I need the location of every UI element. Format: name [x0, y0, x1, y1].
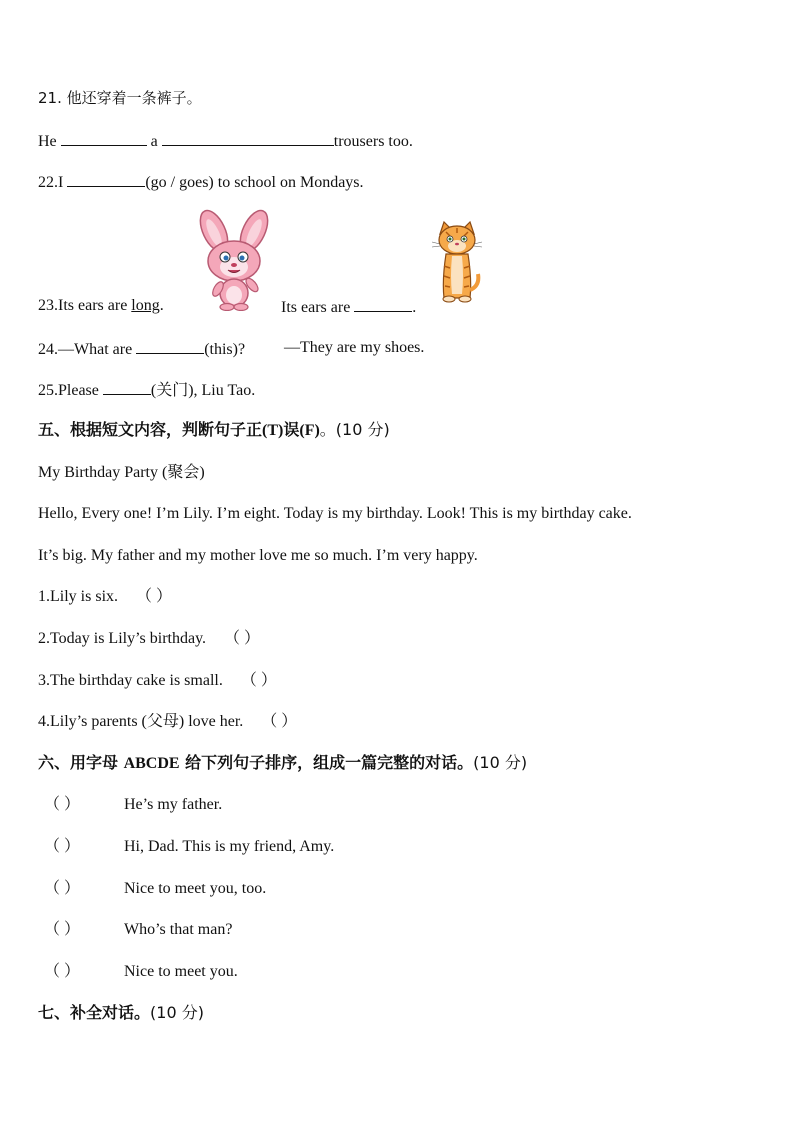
passage-title: My Birthday Party (聚会): [38, 464, 205, 481]
tf-item-text: 4.Lily’s parents (父母) love her.: [38, 713, 244, 730]
tf-answer-paren[interactable]: （ ）: [261, 713, 298, 730]
tf-item-text: 1.Lily is six.: [38, 588, 119, 605]
q23-right-suffix: .: [412, 299, 417, 316]
cat-icon: [432, 220, 482, 304]
tf-item-4: [38, 712, 297, 732]
passage-line-2: It’s big. My father and my mother love me so much. I’m very happy.: [38, 547, 478, 564]
order-row-5: [44, 962, 238, 982]
question-21-prompt: 21. 他还穿着一条裤子。: [38, 89, 202, 107]
q22-suffix: (go / goes) to school on Mondays.: [145, 174, 364, 191]
tf-answer-paren[interactable]: （ ）: [224, 630, 261, 647]
order-answer-paren[interactable]: （ ）: [44, 796, 81, 813]
question-24-answer: —They are my shoes.: [284, 339, 425, 356]
s5-heading-score: 。(10 分): [319, 420, 390, 439]
s5-heading-mid: 误: [283, 420, 300, 439]
order-answer-paren[interactable]: （ ）: [44, 880, 81, 897]
order-row-4: [44, 920, 232, 940]
q21-mid: a: [150, 133, 162, 150]
tf-item-2: [38, 629, 260, 649]
q22-blank[interactable]: [67, 171, 145, 187]
q21-start: He: [38, 133, 61, 150]
q25-blank[interactable]: [103, 379, 151, 395]
question-25: [38, 379, 255, 401]
question-24: [38, 338, 245, 360]
q21-blank-2[interactable]: [162, 130, 334, 146]
order-answer-paren[interactable]: （ ）: [44, 921, 81, 938]
tf-item-3: [38, 671, 277, 691]
order-row-2: [44, 837, 334, 857]
s5-heading-t: (T): [262, 422, 284, 439]
order-row-text: He’s my father.: [124, 796, 223, 813]
q24-suffix: (this)?: [204, 341, 246, 358]
s6-heading-letters: ABCDE: [123, 755, 180, 772]
tf-answer-paren[interactable]: （ ）: [136, 588, 173, 605]
order-answer-paren[interactable]: （ ）: [44, 963, 81, 980]
order-answer-paren[interactable]: （ ）: [44, 838, 81, 855]
q21-blank-1[interactable]: [61, 130, 147, 146]
s7-heading-text: 七、补全对话。: [38, 1003, 151, 1022]
tf-item-1: [38, 587, 172, 607]
order-row-text: Nice to meet you.: [124, 963, 238, 980]
q25-suffix: (关门), Liu Tao.: [150, 382, 256, 399]
tf-answer-paren[interactable]: （ ）: [240, 672, 277, 689]
order-row-1: [44, 795, 222, 815]
s6-heading-score: (10 分): [473, 753, 528, 772]
tf-item-text: 3.The birthday cake is small.: [38, 672, 223, 689]
question-22: [38, 171, 364, 193]
question-23-left: [38, 296, 164, 316]
section-6-heading: [38, 753, 527, 774]
tf-item-text: 2.Today is Lily’s birthday.: [38, 630, 207, 647]
q23-left-suffix: .: [159, 297, 164, 314]
section-7-heading: [38, 1003, 204, 1023]
question-21-sentence: [38, 130, 413, 152]
q24-prefix: 24.—What are: [38, 341, 137, 358]
q22-prefix: 22.I: [38, 174, 68, 191]
order-row-text: Who’s that man?: [124, 921, 233, 938]
passage-line-1: Hello, Every one! I’m Lily. I’m eight. Today is my birthday. Look! This is my birthday cake.: [38, 505, 632, 522]
order-row-text: Nice to meet you, too.: [124, 880, 267, 897]
q23-blank[interactable]: [354, 296, 412, 312]
s5-heading-prefix: 五、根据短文内容，判断句子正: [38, 420, 263, 439]
q25-prefix: 25.Please: [38, 382, 103, 399]
q23-left-prefix: 23.Its ears are: [38, 297, 132, 314]
s5-heading-f: (F): [299, 422, 320, 439]
section-5-heading: [38, 420, 390, 441]
s6-heading-prefix: 六、用字母: [38, 753, 124, 772]
q21-end: trousers too.: [333, 133, 413, 150]
question-23-right: [281, 296, 416, 318]
q24-blank[interactable]: [136, 338, 204, 354]
q23-underlined-word: long: [131, 297, 160, 314]
order-row-text: Hi, Dad. This is my friend, Amy.: [124, 838, 335, 855]
s7-heading-score: (10 分): [150, 1003, 204, 1022]
q23-right-prefix: Its ears are: [281, 299, 355, 316]
s6-heading-suffix: 给下列句子排序，组成一篇完整的对话。: [179, 753, 474, 772]
order-row-3: [44, 879, 266, 899]
rabbit-icon: [192, 209, 276, 311]
